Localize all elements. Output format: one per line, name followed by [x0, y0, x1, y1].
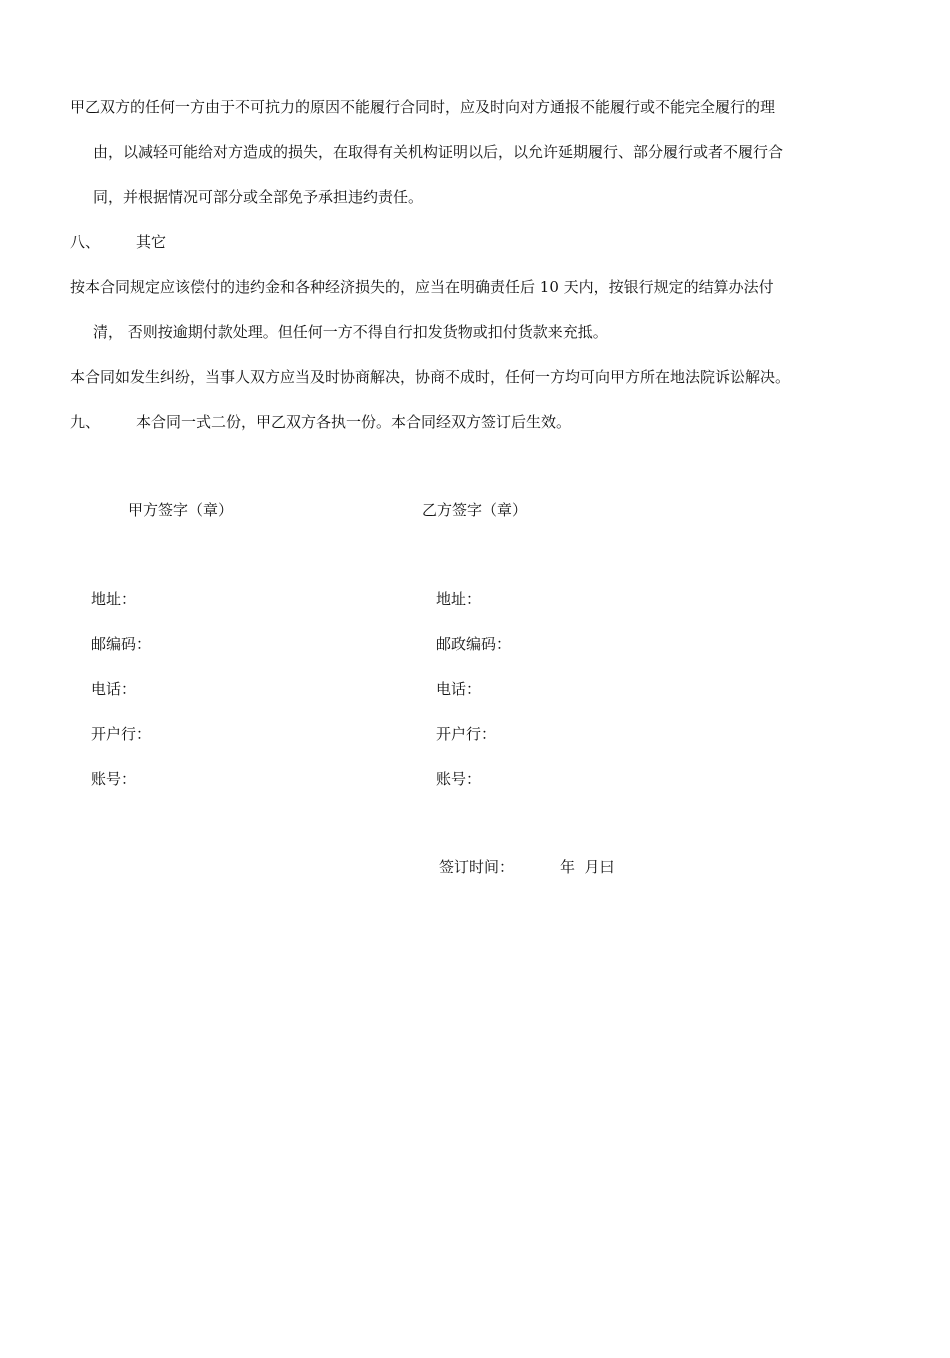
section-8-number: 八、 — [70, 233, 101, 251]
party-a-account-label: 账号： — [91, 770, 137, 788]
signing-date-value: 年 月曰 — [560, 858, 615, 876]
party-a-phone-label: 电话： — [91, 680, 137, 698]
section-8-para-1-line-1: 按本合同规定应该偿付的违约金和各种经济损失的，应当在明确责任后 10 天内，按银行规定的结算办法付 — [70, 278, 774, 296]
section-9-heading — [70, 412, 571, 432]
party-b-account-label: 账号： — [436, 770, 482, 788]
section-9-text: 本合同一式二份，甲乙双方各执一份。本合同经双方签订后生效。 — [136, 413, 572, 431]
party-a-address-label: 地址： — [91, 590, 137, 608]
section-9-number: 九、 — [70, 413, 101, 431]
party-a-signature: 甲方签字（章） — [128, 501, 234, 519]
force-majeure-line-2: 由，以减轻可能给对方造成的损失，在取得有关机构证明以后，以允许延期履行、部分履行或者不履行合 — [93, 143, 784, 161]
force-majeure-line-3: 同，并根据情况可部分或全部免予承担违约责任。 — [93, 188, 424, 206]
section-8-heading — [70, 232, 166, 252]
party-a-bank-label: 开户行： — [91, 725, 152, 743]
party-b-signature: 乙方签字（章） — [422, 501, 528, 519]
party-b-postcode-label: 邮政编码： — [436, 635, 512, 653]
party-a-postcode-label: 邮编码： — [91, 635, 152, 653]
party-b-bank-label: 开户行： — [436, 725, 497, 743]
party-b-address-label: 地址： — [436, 590, 482, 608]
section-8-para-1-line-2: 清， 否则按逾期付款处理。但任何一方不得自行扣发货物或扣付货款来充抵。 — [93, 323, 608, 341]
section-8-para-2: 本合同如发生纠纷，当事人双方应当及时协商解决，协商不成时，任何一方均可向甲方所在地法院诉讼解决。 — [70, 368, 791, 386]
party-b-phone-label: 电话： — [436, 680, 482, 698]
section-8-title: 其它 — [136, 233, 167, 251]
force-majeure-line-1: 甲乙双方的任何一方由于不可抗力的原因不能履行合同时，应及时向对方通报不能履行或不能完全履行的理 — [70, 98, 776, 116]
signing-date-label: 签订时间： — [439, 858, 515, 876]
